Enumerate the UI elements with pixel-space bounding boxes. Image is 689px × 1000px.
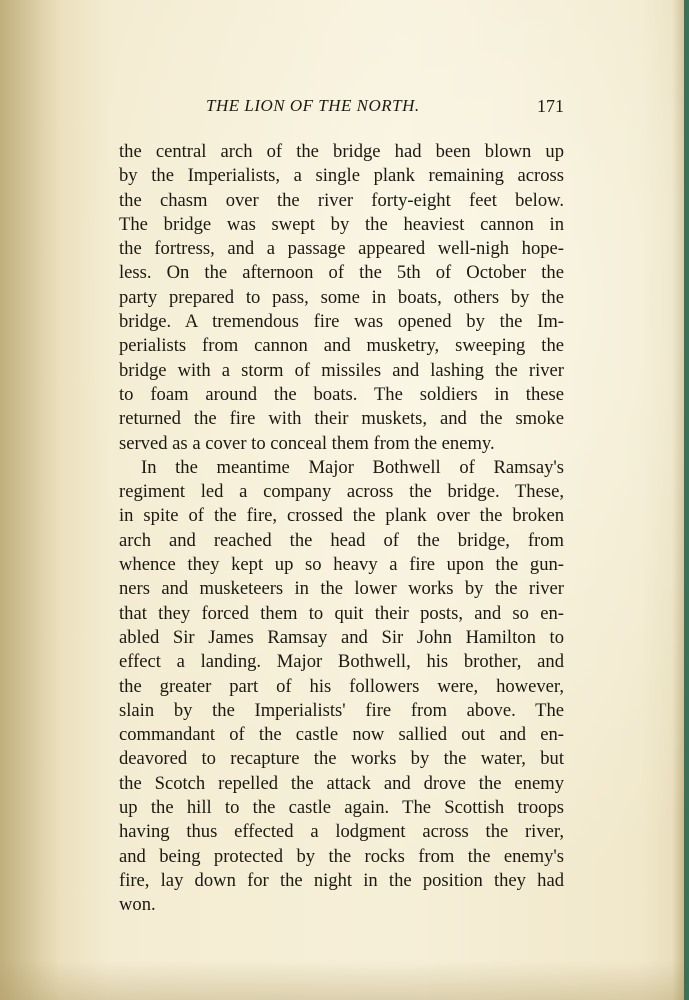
text-line: the fortress, and a passage appeared well-nigh hope-: [119, 238, 564, 260]
text-line: served as a cover to conceal them from the enemy.: [119, 432, 495, 454]
text-line: bridge with a storm of missiles and lashing the river: [119, 359, 564, 381]
text-line: effect a landing. Major Bothwell, his brother, and: [119, 651, 564, 673]
text-line: won.: [119, 894, 156, 916]
text-line: party prepared to pass, some in boats, others by the: [119, 286, 564, 308]
text-line: slain by the Imperialists' fire from above. The: [119, 699, 564, 721]
text-line: whence they kept up so heavy a fire upon the gun-: [119, 554, 564, 576]
running-title: THE LION OF THE NORTH.: [206, 96, 420, 115]
text-line: the greater part of his followers were, however,: [119, 675, 564, 697]
body-text: [119, 140, 564, 918]
text-line: regiment led a company across the bridge. These,: [119, 481, 564, 503]
text-line: having thus effected a lodgment across the river,: [119, 821, 564, 843]
page-edge: [684, 0, 689, 1000]
page-number: 171: [537, 96, 564, 116]
text-line: fire, lay down for the night in the position they had: [119, 869, 564, 891]
text-line: in spite of the fire, crossed the plank over the broken: [119, 505, 564, 527]
text-line: deavored to recapture the works by the water, but: [119, 748, 564, 770]
bottom-shadow: [0, 960, 689, 1000]
page-header: [120, 96, 564, 122]
text-line: the Scotch repelled the attack and drove the enemy: [119, 772, 564, 794]
text-line: The bridge was swept by the heaviest cannon in: [119, 213, 564, 235]
text-line: perialists from cannon and musketry, sweeping the: [119, 335, 564, 357]
text-line: that they forced them to quit their posts, and so en-: [119, 602, 564, 624]
text-line: bridge. A tremendous fire was opened by the Im-: [119, 311, 564, 333]
text-line: by the Imperialists, a single plank remaining across: [119, 165, 564, 187]
text-line: arch and reached the head of the bridge, from: [119, 529, 564, 551]
text-line: up the hill to the castle again. The Scottish troops: [119, 797, 564, 819]
text-line: ners and musketeers in the lower works by the river: [119, 578, 564, 600]
text-line: the central arch of the bridge had been blown up: [119, 141, 564, 162]
text-line: the chasm over the river forty-eight feet below.: [119, 189, 564, 211]
text-line: commandant of the castle now sallied out and en-: [119, 724, 564, 746]
spine-shadow: [0, 0, 60, 1000]
text-line: returned the fire with their muskets, and the smoke: [119, 408, 564, 430]
paragraph-first-line: In the meantime Major Bothwell of Ramsay's: [141, 456, 564, 478]
text-line: to foam around the boats. The soldiers in these: [119, 383, 564, 405]
text-line: less. On the afternoon of the 5th of October the: [119, 262, 564, 284]
text-line: and being protected by the rocks from the enemy's: [119, 845, 564, 867]
text-line: abled Sir James Ramsay and Sir John Hamilton to: [119, 626, 564, 648]
